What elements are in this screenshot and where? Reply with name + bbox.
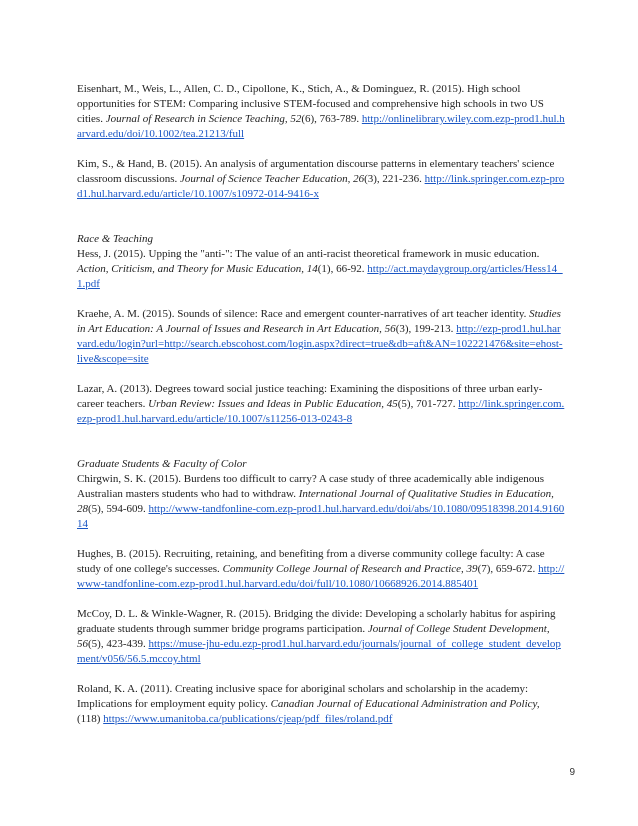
journal-name: Community College Journal of Research and Practice, 39	[222, 563, 478, 575]
reference-entry	[77, 157, 565, 202]
reference-entry	[77, 547, 565, 592]
reference-authors-title: Eisenhart, M., Weis, L., Allen, C. D., Cipollone, K., Stich, A., & Dominguez, R. (2015). High school opportunities for STEM: Comparing inclusive STEM-focused and comprehensive high schools in two US cities.	[77, 83, 544, 125]
section-heading: Graduate Students & Faculty of Color	[77, 458, 247, 470]
reference-link[interactable]: http://act.maydaygroup.org/articles/Hess14_1.pdf	[77, 263, 563, 290]
reference-entry	[77, 382, 565, 427]
reference-pages: (3), 221-236.	[364, 173, 425, 185]
reference-link[interactable]: https://www.umanitoba.ca/publications/cjeap/pdf_files/roland.pdf	[103, 713, 393, 725]
reference-pages: (7), 659-672.	[477, 563, 539, 575]
journal-name: Journal of Research in Science Teaching, 52	[105, 113, 302, 125]
reference-list	[77, 82, 565, 742]
reference-link[interactable]: http://ezp-prod1.hul.harvard.edu/login?url=http://search.ebscohost.com/login.aspx?direct=true&db=aft&AN=102221476&site=ehost-live&scope=site	[77, 323, 563, 365]
reference-entry	[77, 82, 565, 142]
reference-authors-title: Roland, K. A. (2011). Creating inclusive space for aboriginal scholars and scholarship in the academy: Implications for employment equity policy.	[77, 683, 529, 710]
reference-entry	[77, 607, 565, 667]
reference-entry	[77, 472, 565, 532]
reference-link[interactable]: http://link.springer.com.ezp-prod1.hul.harvard.edu/article/10.1007/s10972-014-9416-x	[77, 173, 565, 200]
reference-authors-title: McCoy, D. L. & Winkle-Wagner, R. (2015). Bridging the divide: Developing a scholarly habitus for aspiring graduate students through summer bridge programs participation.	[77, 608, 556, 635]
reference-link[interactable]: http://onlinelibrary.wiley.com.ezp-prod1.hul.harvard.edu/doi/10.1002/tea.21213/full	[77, 113, 565, 140]
reference-pages: (3), 199-213.	[395, 323, 457, 335]
reference-link[interactable]: http://www-tandfonline-com.ezp-prod1.hul.harvard.edu/doi/abs/10.1080/09518398.2014.916014	[77, 503, 565, 530]
section-graduate-faculty	[77, 457, 565, 727]
journal-name: International Journal of Qualitative Studies in Education, 28	[77, 488, 554, 515]
reference-authors-title: Lazar, A. (2013). Degrees toward social justice teaching: Examining the dispositions of three urban early-career teachers.	[77, 383, 543, 410]
journal-name: Canadian Journal of Educational Administration and Policy,	[270, 698, 540, 710]
reference-entry	[77, 307, 565, 367]
reference-authors-title: Hess, J. (2015). Upping the "anti-": The value of an anti-racist theoretical framework in music education.	[77, 248, 540, 260]
section-race-teaching	[77, 232, 565, 427]
reference-entry	[77, 247, 565, 292]
reference-pages: (1), 66-92.	[317, 263, 368, 275]
section-heading: Race & Teaching	[77, 233, 153, 245]
reference-pages: (5), 423-439.	[88, 638, 149, 650]
reference-link[interactable]: http://www-tandfonline-com.ezp-prod1.hul.harvard.edu/doi/full/10.1080/10668926.2014.885401	[77, 563, 565, 590]
page-number: 9	[569, 767, 575, 778]
reference-authors-title: Chirgwin, S. K. (2015). Burdens too difficult to carry? A case study of three academically able indigenous Australian masters students who had to withdraw.	[77, 473, 544, 500]
section-stem	[77, 82, 565, 202]
journal-name: Journal of Science Teacher Education, 26	[179, 173, 365, 185]
journal-name: Studies in Art Education: A Journal of Issues and Research in Art Education, 56	[77, 308, 561, 335]
reference-authors-title: Kim, S., & Hand, B. (2015). An analysis of argumentation discourse patterns in elementary teachers' science classroom discussions.	[77, 158, 555, 185]
reference-entry	[77, 682, 565, 727]
reference-authors-title: Hughes, B. (2015). Recruiting, retaining, and benefiting from a diverse community college faculty: A case study of one college's successes.	[77, 548, 545, 575]
reference-authors-title: Kraehe, A. M. (2015). Sounds of silence: Race and emergent counter-narratives of art teacher identity.	[77, 308, 530, 320]
journal-name: Journal of College Student Development, 56	[77, 623, 550, 650]
reference-link[interactable]: http://link.springer.com.ezp-prod1.hul.harvard.edu/article/10.1007/s11256-013-0243-8	[77, 398, 565, 425]
reference-pages: (6), 763-789.	[301, 113, 362, 125]
reference-pages: (118)	[77, 713, 104, 725]
journal-name: Urban Review: Issues and Ideas in Public Education, 45	[148, 398, 398, 410]
reference-link[interactable]: https://muse-jhu-edu.ezp-prod1.hul.harvard.edu/journals/journal_of_college_student_development/v056/56.5.mccoy.html	[77, 638, 561, 665]
reference-pages: (5), 701-727.	[397, 398, 459, 410]
reference-pages: (5), 594-609.	[88, 503, 149, 515]
journal-name: Action, Criticism, and Theory for Music Education, 14	[77, 263, 318, 275]
